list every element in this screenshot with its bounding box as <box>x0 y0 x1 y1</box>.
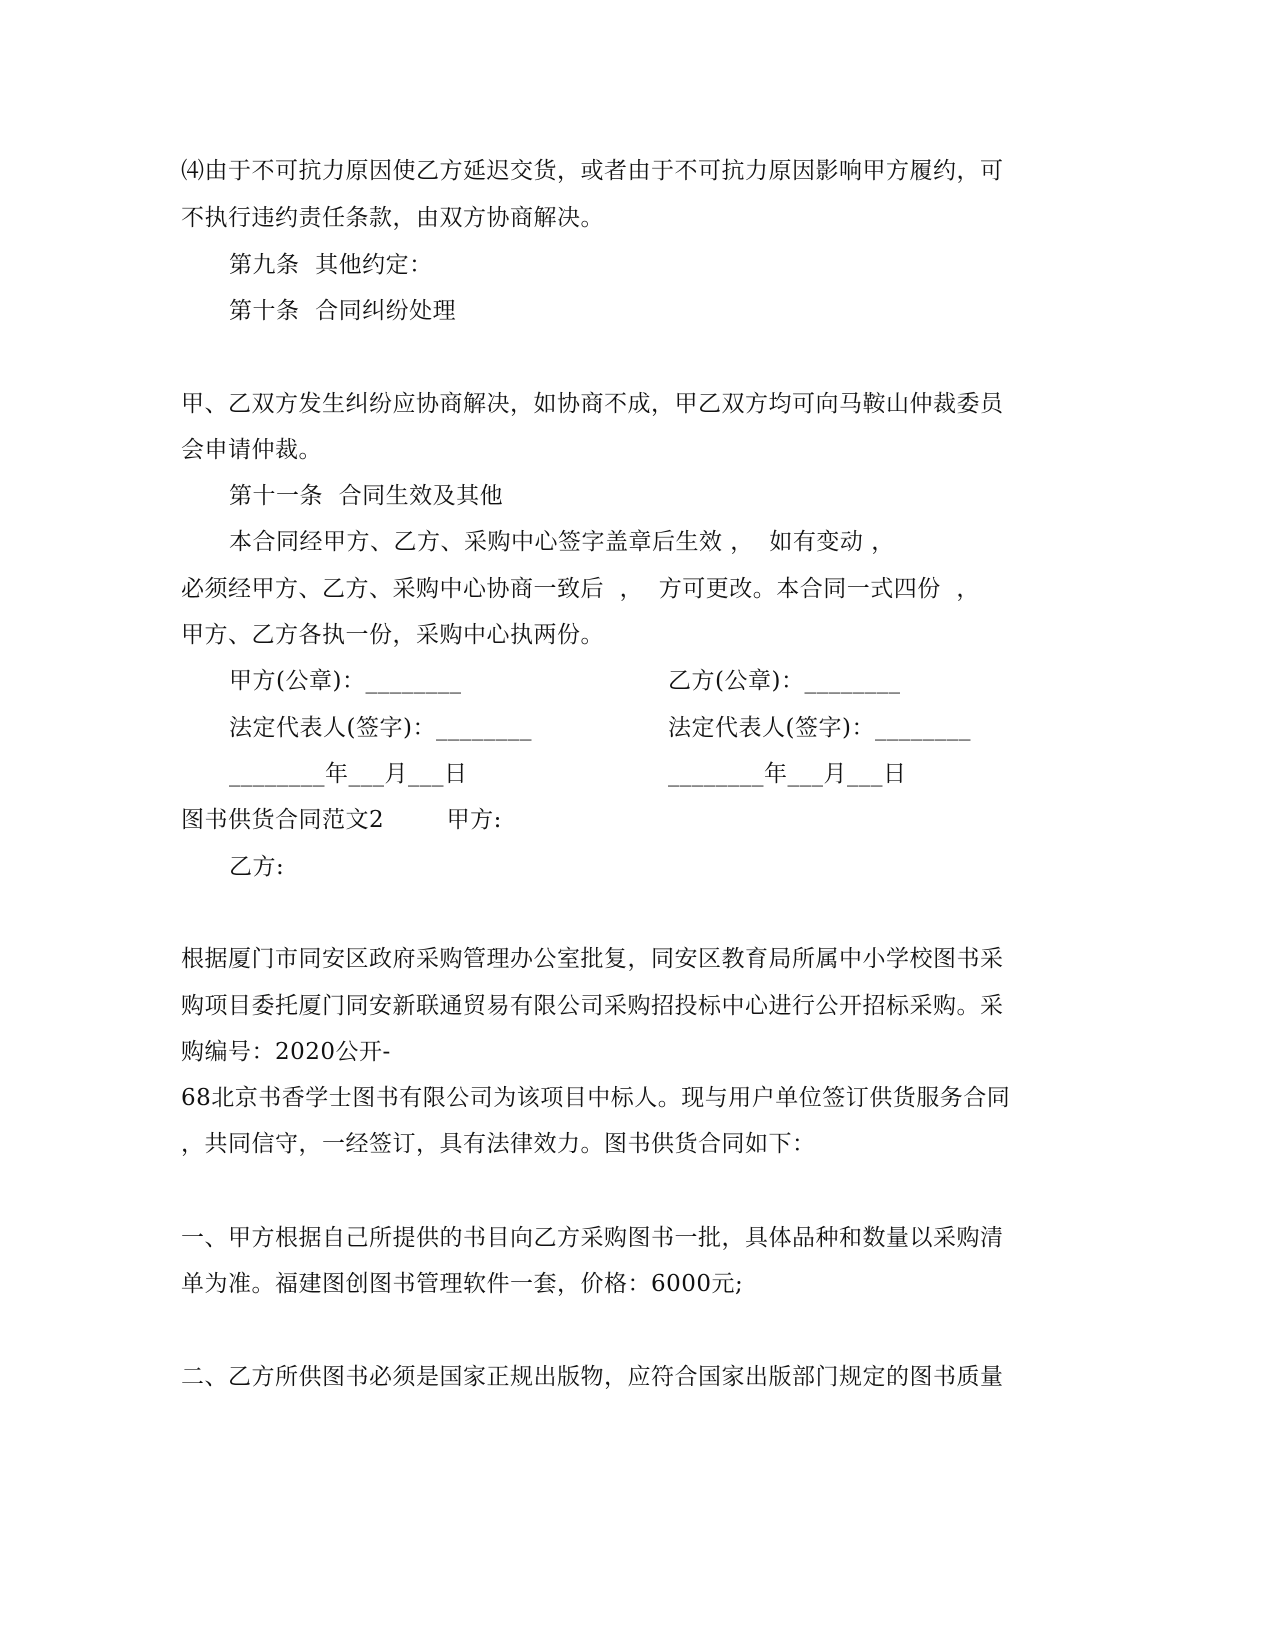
party-a-seal: 甲方(公章)：________ <box>229 668 462 694</box>
text-line: 根据厦门市同安区政府采购管理办公室批复，同安区教育局所属中小学校图书采 <box>181 946 1004 972</box>
text-line: 购项目委托厦门同安新联通贸易有限公司采购招投标中心进行公开招标采购。采 <box>181 993 1004 1019</box>
party-b-representative: 法定代表人(签字)：________ <box>668 715 971 741</box>
article-heading: 第十条 合同纠纷处理 <box>229 298 457 324</box>
text-line: 一、甲方根据自己所提供的书目向乙方采购图书一批，具体品种和数量以采购清 <box>181 1225 1004 1251</box>
text-line: ⑷由于不可抗力原因使乙方延迟交货，或者由于不可抗力原因影响甲方履约，可 <box>181 158 1004 184</box>
text-line: 甲、乙双方发生纠纷应协商解决，如协商不成，甲乙双方均可向马鞍山仲裁委员 <box>181 391 1004 417</box>
text-line: 二、乙方所供图书必须是国家正规出版物，应符合国家出版部门规定的图书质量 <box>181 1364 1004 1390</box>
text-line: 68北京书香学士图书有限公司为该项目中标人。现与用户单位签订供货服务合同 <box>181 1085 1011 1111</box>
party-a-date: ________年___月___日 <box>229 761 468 787</box>
text-line: 必须经甲方、乙方、采购中心协商一致后 ， 方可更改。本合同一式四份 ， <box>181 576 980 602</box>
text-line: 单为准。福建图创图书管理软件一套，价格：6000元; <box>181 1271 744 1297</box>
party-a-representative: 法定代表人(签字)：________ <box>229 715 532 741</box>
section-title: 图书供货合同范文2 甲方: <box>181 807 502 833</box>
party-b-date: ________年___月___日 <box>668 761 907 787</box>
text-line: ，共同信守，一经签订，具有法律效力。图书供货合同如下： <box>181 1131 816 1157</box>
text-line: 本合同经甲方、乙方、采购中心签字盖章后生效 ， 如有变动 ， <box>229 529 895 555</box>
article-heading: 第九条 其他约定： <box>229 252 433 278</box>
article-heading: 第十一条 合同生效及其他 <box>229 483 504 509</box>
text-line: 乙方: <box>229 854 285 880</box>
text-line: 不执行违约责任条款，由双方协商解决。 <box>181 205 604 231</box>
text-line: 购编号：2020公开- <box>181 1039 391 1065</box>
party-b-seal: 乙方(公章)：________ <box>668 668 901 694</box>
text-line: 会申请仲裁。 <box>181 437 322 463</box>
text-line: 甲方、乙方各执一份，采购中心执两份。 <box>181 622 604 648</box>
